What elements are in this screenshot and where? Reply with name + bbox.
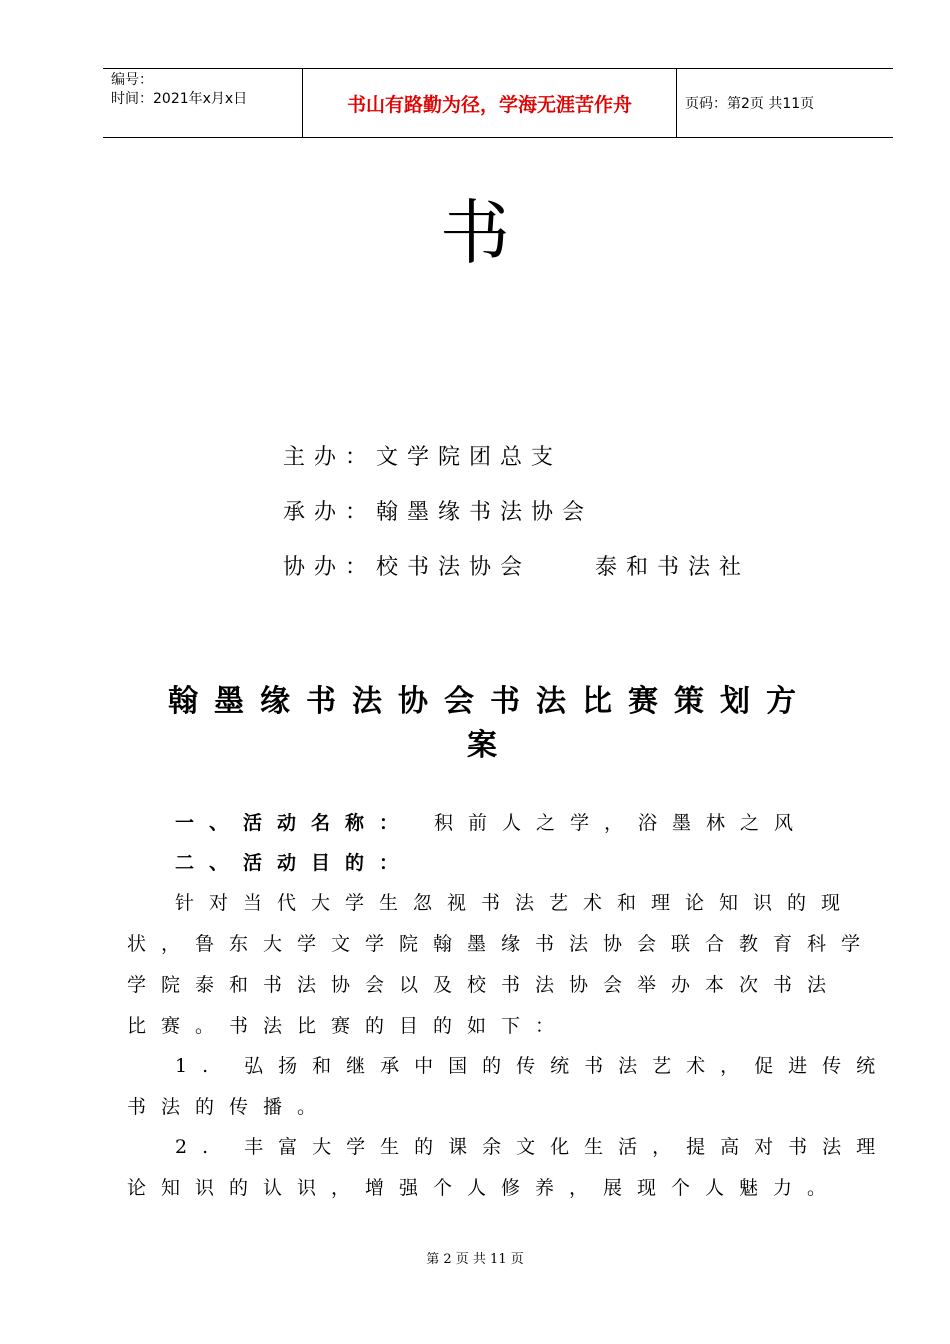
body-line: 论知识的认识，增强个人修养，展现个人魅力。 [127, 1177, 842, 1199]
body-line: 学院泰和书法协会以及校书法协会举办本次书法 [127, 974, 842, 996]
activity-name-label: 一、活动名称： [175, 812, 414, 834]
header-table [103, 68, 893, 138]
header-motto: 书山有路勤为径，学海无涯苦作舟 [303, 69, 677, 137]
document-title [120, 680, 860, 768]
number-label: 编号： [111, 72, 153, 88]
time-label: 时间：2021年x月x日 [111, 91, 248, 107]
purpose-label: 二、活动目的： [175, 852, 414, 874]
body-line: 状，鲁东大学文学院翰墨缘书法协会联合教育科学 [127, 933, 876, 955]
body-line: 针对当代大学生忽视书法艺术和理论知识的现 [175, 892, 856, 914]
big-character: 书 [440, 192, 510, 274]
body-line: 1. 弘扬和继承中国的传统书法艺术，促进传统 [175, 1055, 891, 1077]
header-meta [103, 69, 303, 137]
title-line-2: 案 [467, 728, 513, 763]
body-line: 书法的传播。 [127, 1096, 332, 1118]
body-line: 2. 丰富大学生的课余文化生活，提高对书法理 [175, 1136, 891, 1158]
body-line: 比赛。书法比赛的目的如下： [127, 1015, 570, 1037]
title-line-1: 翰墨缘书法协会书法比赛策划方 [168, 684, 812, 719]
page-footer: 第 2 页 共 11 页 [426, 1252, 524, 1267]
organizer-host: 主办：文学院团总支 [283, 445, 563, 470]
organizer-undertaker: 承办：翰墨缘书法协会 [283, 500, 594, 525]
header-page-info: 页码：第2页 共11页 [685, 96, 815, 112]
activity-name-line [175, 810, 915, 836]
activity-name-value: 积前人之学，浴墨林之风 [413, 812, 809, 834]
organizer-cohost: 协办：校书法协会 泰和书法社 [283, 555, 750, 580]
